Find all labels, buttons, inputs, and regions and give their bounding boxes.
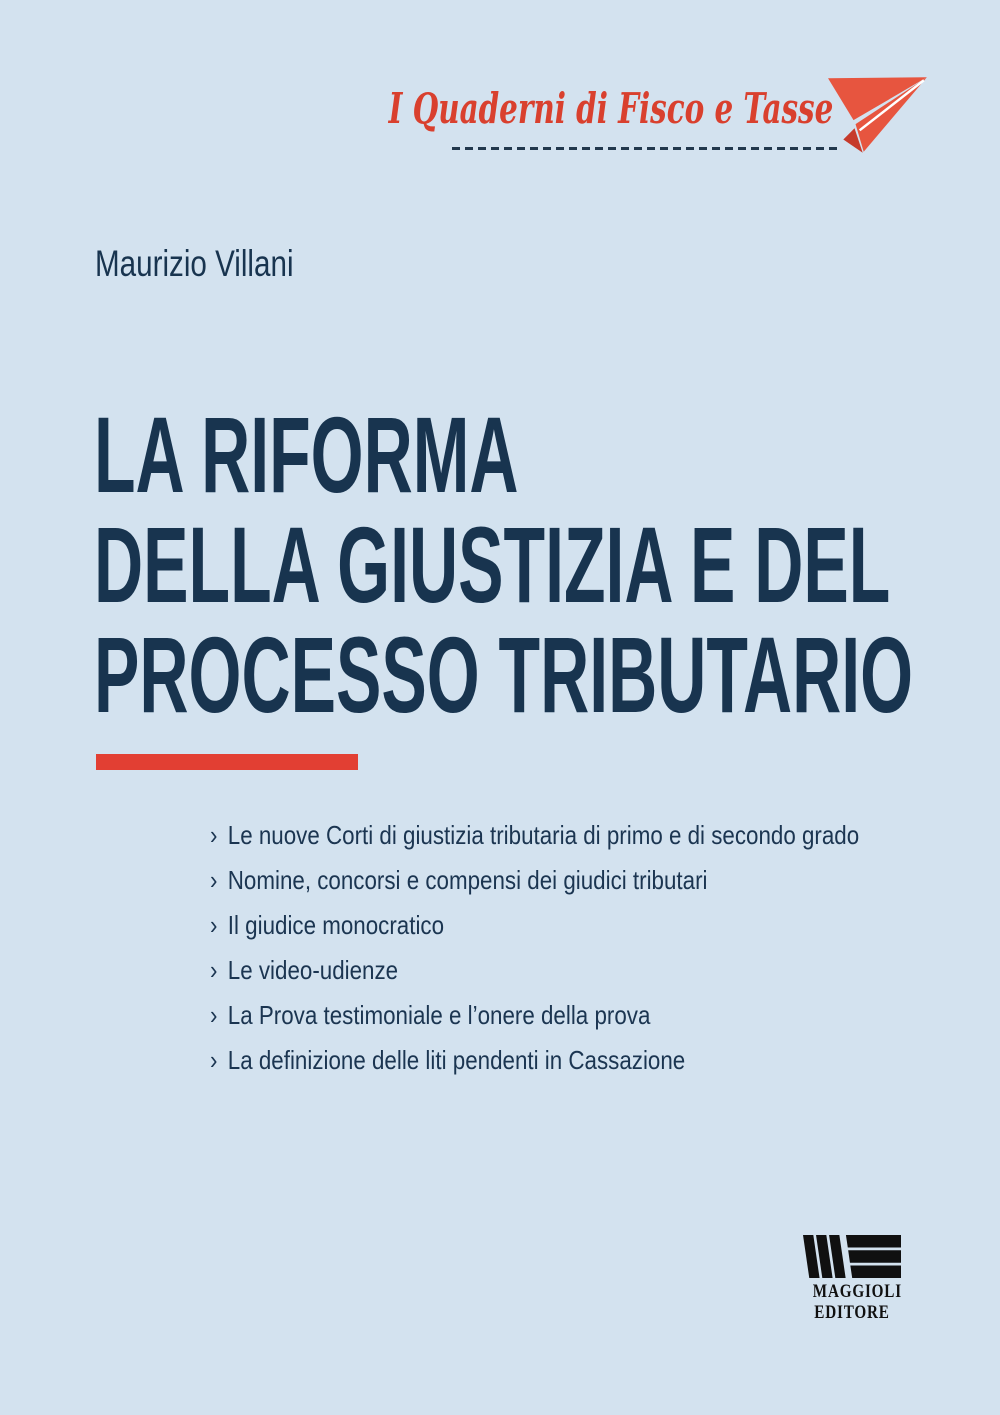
book-title-line-3: PROCESSO TRIBUTARIO bbox=[94, 614, 914, 735]
list-item bbox=[210, 813, 859, 858]
dashed-divider bbox=[452, 147, 838, 150]
topic-text: La Prova testimoniale e l’onere della prova bbox=[227, 1000, 651, 1030]
series-title: I Quaderni di Fisco e Tasse bbox=[388, 84, 833, 133]
title-accent-bar bbox=[96, 754, 358, 770]
topic-text: La definizione delle liti pendenti in Cassazione bbox=[227, 1045, 686, 1075]
chevron-bullet-icon: › bbox=[210, 910, 218, 940]
book-title-line-1: LA RIFORMA bbox=[94, 394, 519, 515]
topic-text: Nomine, concorsi e compensi dei giudici tributari bbox=[227, 865, 708, 895]
list-item bbox=[210, 903, 859, 948]
paper-plane-icon bbox=[826, 72, 932, 158]
author-name: Maurizio Villani bbox=[95, 243, 294, 284]
chevron-bullet-icon: › bbox=[210, 1045, 218, 1075]
list-item bbox=[210, 858, 859, 903]
chevron-bullet-icon: › bbox=[210, 955, 218, 985]
topic-text: Le nuove Corti di giustizia tributaria di primo e di secondo grado bbox=[227, 820, 860, 850]
list-item bbox=[210, 1038, 859, 1083]
book-title bbox=[94, 394, 914, 735]
topic-text: Le video-udienze bbox=[227, 955, 399, 985]
chevron-bullet-icon: › bbox=[210, 1000, 218, 1030]
publisher-name-line-2: EDITORE bbox=[814, 1302, 890, 1323]
book-title-line-2: DELLA GIUSTIZIA E DEL bbox=[94, 504, 891, 625]
chevron-bullet-icon: › bbox=[210, 820, 218, 850]
publisher-name-line-1: MAGGIOLI bbox=[812, 1281, 902, 1302]
list-item bbox=[210, 993, 859, 1038]
topic-text: Il giudice monocratico bbox=[227, 910, 445, 940]
chevron-bullet-icon: › bbox=[210, 865, 218, 895]
maggioli-mark-icon bbox=[803, 1234, 901, 1279]
publisher-logo bbox=[803, 1234, 901, 1321]
list-item bbox=[210, 948, 859, 993]
topics-list bbox=[210, 813, 859, 1083]
